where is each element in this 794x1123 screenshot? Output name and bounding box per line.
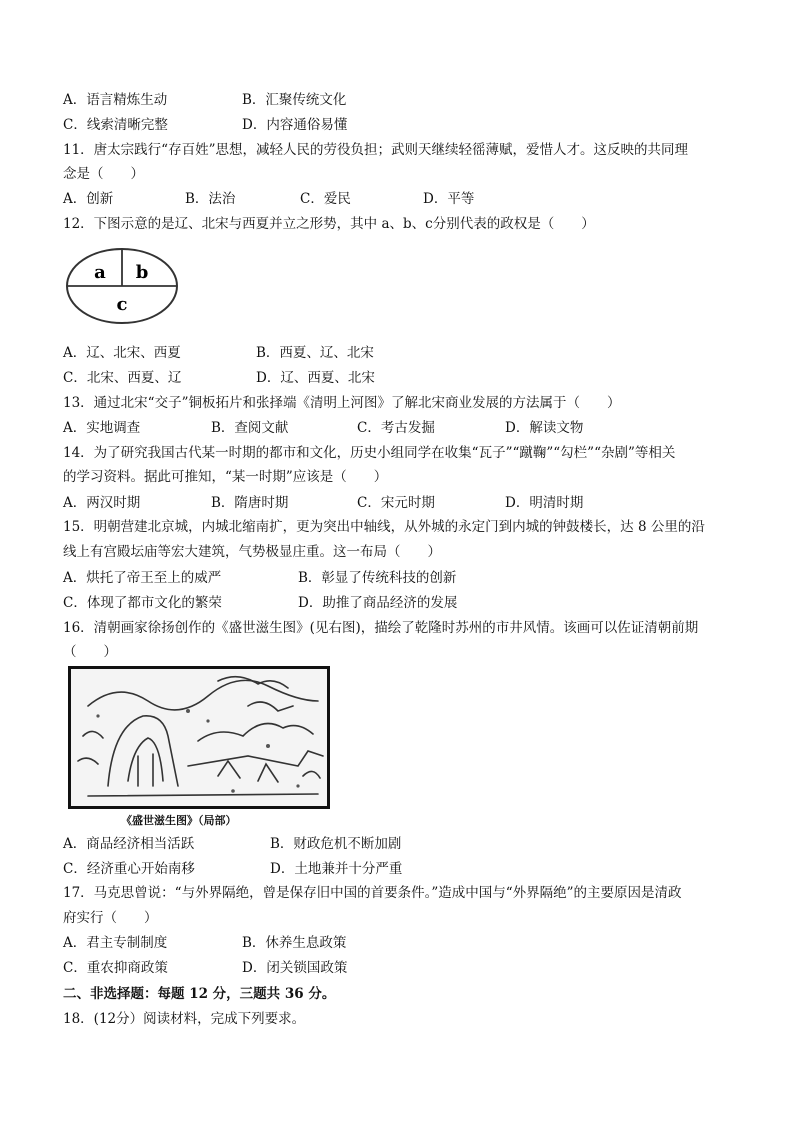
q15-option-d: D．助推了商品经济的发展 bbox=[298, 595, 458, 611]
q15-option-b: B．彰显了传统科技的创新 bbox=[298, 570, 457, 586]
diagram-label-c: c bbox=[116, 294, 128, 315]
q16-option-b: B．财政危机不断加剧 bbox=[270, 836, 402, 852]
q11-option-a: A．创新 bbox=[63, 191, 114, 207]
q14-option-c: C．宋元时期 bbox=[357, 495, 435, 511]
q10-option-d: D．内容通俗易懂 bbox=[242, 117, 348, 133]
q14-option-b: B．隋唐时期 bbox=[211, 495, 289, 511]
q17-option-a: A．君主专制制度 bbox=[63, 935, 168, 951]
q10-option-c: C．线索清晰完整 bbox=[63, 117, 168, 133]
q13-option-a: A．实地调查 bbox=[63, 420, 141, 436]
q11-option-d: D．平等 bbox=[423, 191, 475, 207]
q15-stem-line1: 15．明朝营建北京城，内城北缩南扩，更为突出中轴线，从外城的永定门到内城的钟鼓楼长，达 8 公里的沿 bbox=[63, 519, 705, 535]
q12-option-d: D．辽、西夏、北宋 bbox=[256, 370, 375, 386]
q13-option-d: D．解读文物 bbox=[505, 420, 584, 436]
q15-stem-line2: 线上有宫殿坛庙等宏大建筑，气势极显庄重。这一布局（ ） bbox=[63, 544, 441, 560]
q16-option-c: C．经济重心开始南移 bbox=[63, 861, 195, 877]
q11-stem-line1: 11．唐太宗践行“存百姓”思想，减轻人民的劳役负担；武则天继续轻徭薄赋，爱惜人才。这反映的共同理 bbox=[63, 142, 688, 158]
q14-stem-line2: 的学习资料。据此可推知，“某一时期”应该是（ ） bbox=[63, 469, 388, 485]
diagram-label-a: a bbox=[94, 262, 106, 283]
q11-stem-line2: 念是（ ） bbox=[63, 166, 144, 182]
q18-stem: 18．(12分）阅读材料，完成下列要求。 bbox=[63, 1011, 306, 1027]
q13-stem: 13．通过北宋“交子”铜板拓片和张择端《清明上河图》了解北宋商业发展的方法属于（ ） bbox=[63, 395, 621, 411]
section-heading: 二、非选择题：每题 12 分，三题共 36 分。 bbox=[63, 986, 336, 1002]
q11-option-b: B．法治 bbox=[185, 191, 236, 207]
regime-diagram bbox=[64, 246, 184, 328]
q16-option-a: A．商品经济相当活跃 bbox=[63, 836, 195, 852]
painting-caption: 《盛世滋生图》（局部） bbox=[121, 814, 237, 827]
diagram-label-b: b bbox=[135, 262, 149, 283]
q16-option-d: D．土地兼并十分严重 bbox=[270, 861, 403, 877]
q17-option-b: B．休养生息政策 bbox=[242, 935, 347, 951]
q13-option-c: C．考古发掘 bbox=[357, 420, 435, 436]
q12-option-b: B．西夏、辽、北宋 bbox=[256, 345, 374, 361]
q17-option-c: C．重农抑商政策 bbox=[63, 960, 168, 976]
q15-option-c: C．体现了都市文化的繁荣 bbox=[63, 595, 222, 611]
q12-stem: 12．下图示意的是辽、北宋与西夏并立之形势，其中 a、b、c分别代表的政权是（ ） bbox=[63, 216, 595, 232]
painting-image bbox=[68, 666, 330, 809]
q14-stem-line1: 14．为了研究我国古代某一时期的都市和文化，历史小组同学在收集“瓦子”“蹴鞠”“勾栏”“杂剧”等相关 bbox=[63, 445, 676, 461]
q17-stem-line2: 府实行（ ） bbox=[63, 910, 158, 926]
q16-stem-line2: （ ） bbox=[63, 644, 117, 660]
q12-option-a: A．辽、北宋、西夏 bbox=[63, 345, 181, 361]
q12-option-c: C．北宋、西夏、辽 bbox=[63, 370, 182, 386]
q17-option-d: D．闭关锁国政策 bbox=[242, 960, 348, 976]
q10-option-a: A．语言精炼生动 bbox=[63, 92, 168, 108]
q15-option-a: A．烘托了帝王至上的威严 bbox=[63, 570, 222, 586]
q14-option-a: A．两汉时期 bbox=[63, 495, 141, 511]
q16-stem-line1: 16．清朝画家徐扬创作的《盛世滋生图》(见右图)，描绘了乾隆时苏州的市井风情。该画可以佐证清朝前期 bbox=[63, 620, 699, 636]
q11-option-c: C．爱民 bbox=[300, 191, 351, 207]
q13-option-b: B．查阅文献 bbox=[211, 420, 289, 436]
q14-option-d: D．明清时期 bbox=[505, 495, 584, 511]
q10-option-b: B．汇聚传统文化 bbox=[242, 92, 347, 108]
q17-stem-line1: 17．马克思曾说：“与外界隔绝，曾是保存旧中国的首要条件。”造成中国与“外界隔绝”的主要原因是清政 bbox=[63, 885, 682, 901]
